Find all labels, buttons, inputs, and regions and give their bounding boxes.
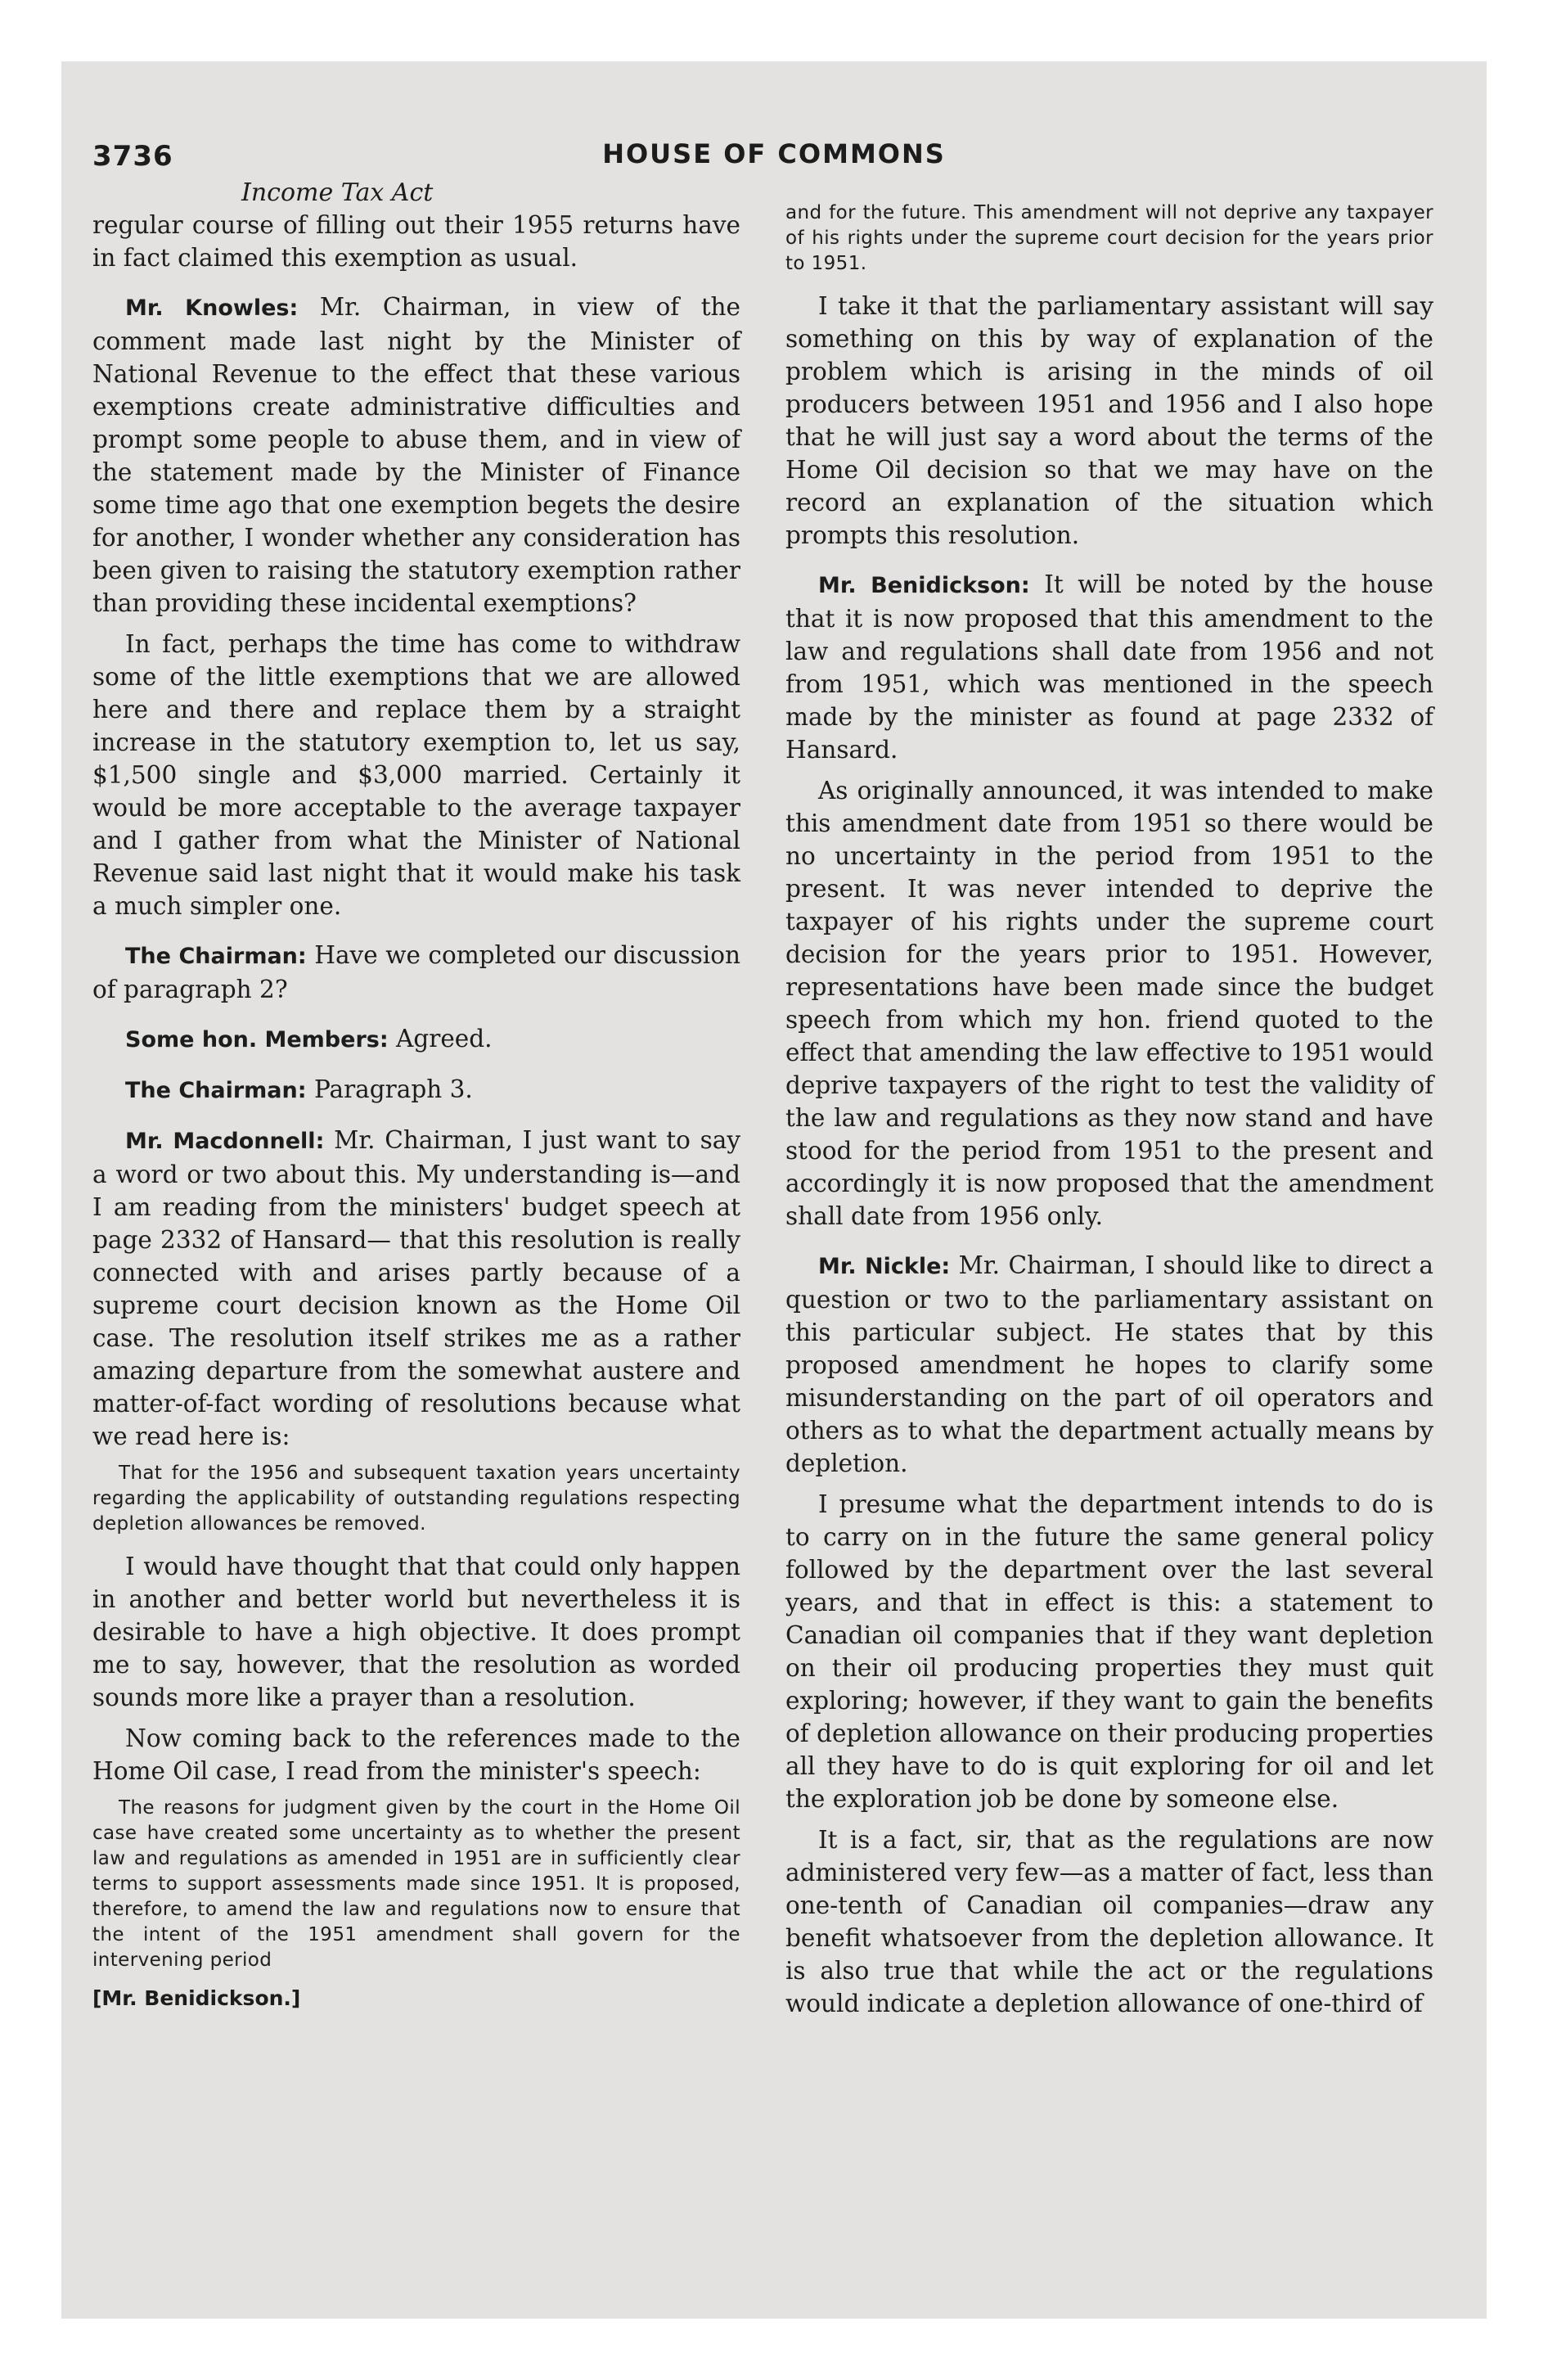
left-column bbox=[92, 209, 740, 2010]
quoted-speech-continued: and for the future. This amendment will not deprive any taxpayer of his rights under the supreme court decision for the years prior to 1951. bbox=[785, 202, 1433, 274]
page-number: 3736 bbox=[92, 140, 173, 173]
paragraph: Mr. Nickle: Mr. Chairman, I should like to direct a question or two to the parliamentary assistant on this particular subject. He states that by this proposed amendment he hopes to clarify some misunderstanding on the part of oil operators and others as to what the department actually means by depletion. bbox=[785, 1251, 1434, 1477]
paragraph: Mr. Benidickson: It will be noted by the house that it is now proposed that this amendment to the law and regulations shall date from 1956 and not from 1951, which was mentioned in the speech made by the minister as found at page 2332 of Hansard. bbox=[785, 570, 1433, 764]
paragraph: Now coming back to the references made to the Home Oil case, I read from the minister's speech: bbox=[92, 1724, 740, 1785]
paragraph: In fact, perhaps the time has come to withdraw some of the little exemptions that we are allowed here and there and replace them by a straight increase in the statutory exemption to, let us say, $1,500 single and $3,000 married. Certainly it would be more acceptable to the average taxpayer and I gather from what the Minister of National Revenue said last night that it would make his task a much simpler one. bbox=[92, 630, 740, 920]
paragraph: The Chairman: Have we completed our discussion of paragraph 2? bbox=[92, 941, 740, 1003]
speaker-name: The Chairman: bbox=[125, 1078, 307, 1103]
section-title: Income Tax Act bbox=[241, 178, 434, 207]
paragraph: I would have thought that that could only happen in another and better world but nevertheless it is desirable to have a high objective. It does prompt me to say, however, that the resolution as worded sounds more like a prayer than a resolution. bbox=[92, 1553, 740, 1711]
speaker-name: Mr. Benidickson: bbox=[818, 573, 1030, 598]
paragraph: Mr. Knowles: Mr. Chairman, in view of the comment made last night by the Minister of National Revenue to the effect that these various exemptions create administrative difficulties and prompt some people to abuse them, and in view of the statement made by the Minister of Finance some time ago that one exemption begets the desire for another, I wonder whether any consideration has been given to raising the statutory exemption rather than providing these incidental exemptions? bbox=[92, 293, 741, 617]
paragraph: I presume what the department intends to do is to carry on in the future the same general policy followed by the department over the last several years, and that in effect is this: a statement to Canadian oil companies that if they want depletion on their oil producing properties they must quit exploring; however, if they want to gain the benefits of depletion allowance on their producing properties all they have to do is quit exploring for oil and let the exploration job be done by someone else. bbox=[785, 1490, 1433, 1813]
speaker-name: Some hon. Members: bbox=[125, 1027, 389, 1053]
paragraph: It is a fact, sir, that as the regulations are now administered very few—as a matter of fact, less than one-tenth of Canadian oil companies—draw any benefit whatsoever from the depletion allowance. It is also true that while the act or the regulations would indicate a depletion allowance of one-third of bbox=[785, 1826, 1433, 2017]
paragraph: Some hon. Members: Agreed. bbox=[125, 1025, 493, 1053]
paragraph: As originally announced, it was intended to make this amendment date from 1951 so there would be no uncertainty in the period from 1951 to the present. It was never intended to deprive the taxpayer of his rights under the supreme court decision for the years prior to 1951. However, representations have been made since the budget speech from which my hon. friend quoted to the effect that amending the law effective to 1951 would deprive taxpayers of the right to test the validity of the law and regulations as they now stand and have stood for the period from 1951 to the present and accordingly it is now proposed that the amendment shall date from 1956 only. bbox=[785, 777, 1433, 1230]
right-column bbox=[785, 201, 1433, 2028]
speaker-name: The Chairman: bbox=[125, 944, 307, 969]
speaker-name: Mr. Nickle: bbox=[818, 1254, 951, 1279]
quoted-speech: The reasons for judgment given by the court in the Home Oil case have created some uncertainty as to whether the present law and regulations as amended in 1951 are in sufficiently clear terms to support assessments made since 1951. It is proposed, therefore, to amend the law and regulations now to ensure that the intent of the 1951 amendment shall govern for the intervening period bbox=[92, 1797, 740, 1971]
paragraph: Mr. Macdonnell: Mr. Chairman, I just want to say a word or two about this. My understanding is—and I am reading from the ministers' budget speech at page 2332 of Hansard— that this resolution is really connected with and arises partly because of a supreme court decision known as the Home Oil case. The resolution itself strikes me as a rather amazing departure from the somewhat austere and matter-of-fact wording of resolutions because what we read here is: bbox=[92, 1126, 740, 1450]
paragraph: regular course of filling out their 1955 returns have in fact claimed this exemption as usual. bbox=[92, 211, 740, 272]
paragraph: The Chairman: Paragraph 3. bbox=[125, 1075, 473, 1103]
paragraph: I take it that the parliamentary assistant will say something on this by way of explanation of the problem which is arising in the minds of oil producers between 1951 and 1956 and I also hope that he will just say a word about the terms of the Home Oil decision so that we may have on the record an explanation of the situation which prompts this resolution. bbox=[785, 292, 1433, 549]
speaker-name: Mr. Knowles: bbox=[125, 295, 299, 321]
speaker-name: Mr. Macdonnell: bbox=[125, 1129, 325, 1154]
quoted-resolution: That for the 1956 and subsequent taxation years uncertainty regarding the applicability of outstanding regulations respecting depletion allowances be removed. bbox=[92, 1463, 740, 1535]
speaker-attribution: [Mr. Benidickson.] bbox=[92, 1986, 301, 2010]
running-head: HOUSE OF COMMONS bbox=[602, 138, 946, 169]
hansard-page bbox=[61, 61, 1487, 2319]
